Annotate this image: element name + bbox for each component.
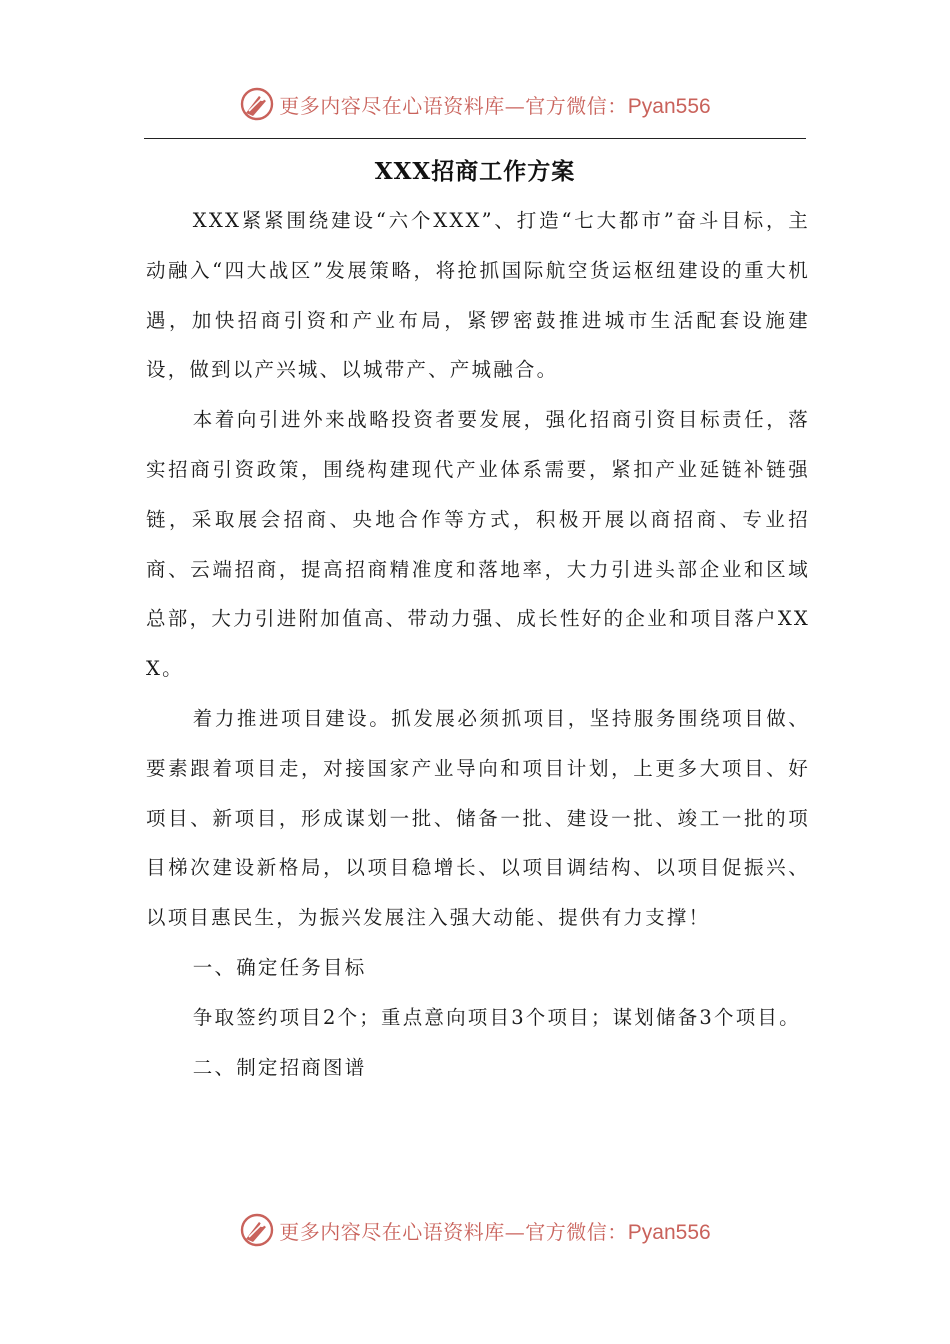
page-title: XXX招商工作方案 bbox=[374, 158, 576, 185]
paragraph-intro: XXX紧紧围绕建设“六个XXX”、打造“七大都市”奋斗目标，主动融入“四大战区”发展策略，将抢抓国际航空货运枢纽建设的重大机遇，加快招商引资和产业布局，紧锣密鼓推进城市生活配套设施建设，做到以产兴城、以城带产、产城融合。 bbox=[146, 209, 810, 382]
pen-nib-logo-icon bbox=[239, 1212, 275, 1248]
paragraph-targets: 争取签约项目2个；重点意向项目3个项目；谋划储备3个项目。 bbox=[192, 1005, 801, 1029]
document-body bbox=[146, 196, 810, 1092]
watermark-wechat-id: Pyan556 bbox=[627, 94, 711, 118]
watermark-text: 更多内容尽在心语资料库—官方微信： bbox=[279, 93, 628, 118]
footer-watermark bbox=[0, 1208, 950, 1252]
paragraph-projects: 着力推进项目建设。抓发展必须抓项目，坚持服务围绕项目做、要素跟着项目走，对接国家产业导向和项目计划，上更多大项目、好项目、新项目，形成谋划一批、储备一批、建设一批、竣工一批的项目梯次建设新格局，以项目稳增长、以项目调结构、以项目促振兴、以项目惠民生，为振兴发展注入强大动能、提供有力支撑！ bbox=[146, 706, 810, 930]
section-heading-targets: 一、确定任务目标 bbox=[192, 955, 367, 979]
watermark-text: 更多内容尽在心语资料库—官方微信： bbox=[279, 1219, 628, 1244]
section-heading-map: 二、制定招商图谱 bbox=[192, 1055, 367, 1079]
header-watermark bbox=[0, 82, 950, 126]
paragraph-investment: 本着向引进外来战略投资者要发展，强化招商引资目标责任，落实招商引资政策，围绕构建现代产业体系需要，紧扣产业延链补链强链，采取展会招商、央地合作等方式，积极开展以商招商、专业招商、云端招商，提高招商精准度和落地率，大力引进头部企业和区域总部，大力引进附加值高、带动力强、成长性好的企业和项目落户XXX。 bbox=[146, 408, 810, 681]
pen-nib-logo-icon bbox=[239, 86, 275, 122]
watermark-wechat-id: Pyan556 bbox=[627, 1220, 711, 1244]
header-divider bbox=[144, 138, 806, 139]
